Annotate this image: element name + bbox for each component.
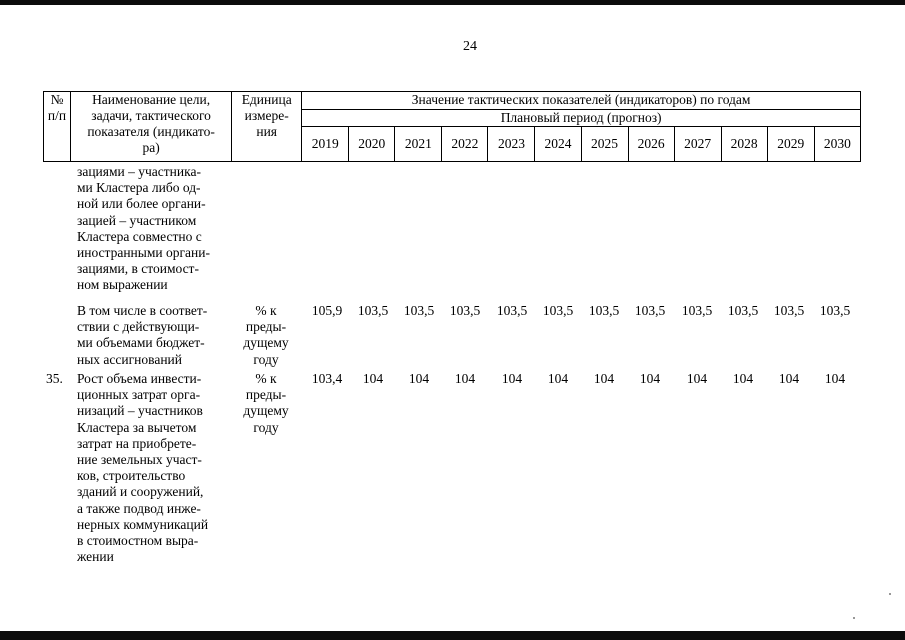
value-cell: 103,5 xyxy=(819,303,851,318)
value-cell: 104 xyxy=(639,371,661,386)
row-continuation-name xyxy=(77,164,210,294)
row-35-unit xyxy=(243,371,289,436)
value-cell: 103,4 xyxy=(311,371,343,386)
value-cell: 104 xyxy=(732,371,754,386)
row-number: 35. xyxy=(46,371,63,386)
value-cell: 105,9 xyxy=(311,303,343,318)
unit-line: году xyxy=(253,351,279,367)
header-unit-cell xyxy=(232,92,302,162)
row-35-name xyxy=(77,371,208,565)
name-line: затрат на приобрете- xyxy=(77,435,197,451)
name-line: ных ассигнований xyxy=(77,351,182,367)
unit-line: преды- xyxy=(245,387,287,403)
name-line: Кластера за вычетом xyxy=(77,419,197,435)
value-cell: 103,5 xyxy=(727,303,759,318)
value-cell: 104 xyxy=(454,371,476,386)
name-line: зациями – участника- xyxy=(77,164,201,179)
value-cell: 104 xyxy=(778,371,800,386)
name-line: иностранными органи- xyxy=(77,245,210,261)
name-line: ми объемами бюджет- xyxy=(77,335,205,351)
name-line: Кластера совместно с xyxy=(77,228,202,244)
header-year: 2023 xyxy=(488,127,535,162)
value-cell: 104 xyxy=(362,371,384,386)
value-cell: 103,5 xyxy=(681,303,713,318)
value-cell: 103,5 xyxy=(773,303,805,318)
value-cell: 103,5 xyxy=(403,303,435,318)
top-border xyxy=(0,0,905,5)
scan-speck xyxy=(889,593,891,595)
name-line: Рост объема инвести- xyxy=(77,371,202,386)
header-number-cell xyxy=(44,92,71,162)
unit-line: % к xyxy=(255,303,277,318)
row-budget-name xyxy=(77,303,207,368)
value-cell: 103,5 xyxy=(588,303,620,318)
page-number: 24 xyxy=(463,39,477,54)
value-cell: 104 xyxy=(408,371,430,386)
header-name-line: Наименование цели, xyxy=(92,92,211,107)
header-year: 2029 xyxy=(767,127,814,162)
name-line: нерных коммуникаций xyxy=(77,516,209,532)
name-line: зациями, в стоимост- xyxy=(77,261,199,277)
value-cell: 103,5 xyxy=(496,303,528,318)
value-cell: 104 xyxy=(593,371,615,386)
header-year: 2022 xyxy=(442,127,488,162)
header-name-line: показателя (индикато- xyxy=(87,124,215,139)
row-budget-unit xyxy=(243,303,289,368)
header-name-line: ра) xyxy=(142,140,160,155)
header-year: 2028 xyxy=(721,127,767,162)
value-cell: 103,5 xyxy=(357,303,389,318)
value-cell: 104 xyxy=(501,371,523,386)
unit-line: преды- xyxy=(245,319,287,335)
unit-line: дущему xyxy=(243,335,289,351)
table-header xyxy=(43,91,861,162)
value-cell: 103,5 xyxy=(634,303,666,318)
header-name-line: задачи, тактического xyxy=(91,108,211,123)
name-line: зацией – участником xyxy=(77,212,197,228)
header-year: 2019 xyxy=(302,127,349,162)
value-cell: 103,5 xyxy=(449,303,481,318)
name-line: ствии с действующи- xyxy=(77,319,200,335)
scan-speck xyxy=(853,617,855,619)
header-name-cell xyxy=(71,92,232,162)
header-period-title: Плановый период (прогноз) xyxy=(302,110,861,127)
value-cell: 104 xyxy=(824,371,846,386)
header-year: 2025 xyxy=(581,127,628,162)
name-line: ном выражении xyxy=(77,277,168,293)
header-year: 2021 xyxy=(395,127,442,162)
header-number-line: п/п xyxy=(47,108,67,123)
name-line: ков, строительство xyxy=(77,468,186,484)
header-year: 2027 xyxy=(674,127,721,162)
header-unit-line: Единица xyxy=(241,92,292,107)
unit-line: дущему xyxy=(243,403,289,419)
name-line: ной или более органи- xyxy=(77,196,206,212)
value-cell: 103,5 xyxy=(542,303,574,318)
header-year: 2030 xyxy=(814,127,860,162)
name-line: зданий и сооружений, xyxy=(77,484,204,500)
header-values-title: Значение тактических показателей (индикаторов) по годам xyxy=(302,92,861,110)
value-cell: 104 xyxy=(547,371,569,386)
header-year: 2024 xyxy=(535,127,581,162)
header-number-line: № xyxy=(50,92,64,107)
name-line: низаций – участников xyxy=(77,403,203,419)
name-line: жении xyxy=(77,549,114,565)
name-line: в стоимостном выра- xyxy=(77,533,199,549)
header-unit-line: ния xyxy=(256,124,278,139)
value-cell: 104 xyxy=(686,371,708,386)
name-line: ми Кластера либо од- xyxy=(77,180,201,196)
header-year: 2020 xyxy=(349,127,395,162)
name-line: ционных затрат орга- xyxy=(77,387,201,403)
unit-line: году xyxy=(253,419,279,435)
header-year: 2026 xyxy=(628,127,674,162)
name-line: ние земельных участ- xyxy=(77,452,202,468)
name-line: а также подвод инже- xyxy=(77,500,201,516)
unit-line: % к xyxy=(255,371,277,386)
header-unit-line: измере- xyxy=(244,108,289,123)
name-line: В том числе в соответ- xyxy=(77,303,208,318)
bottom-border xyxy=(0,631,905,640)
